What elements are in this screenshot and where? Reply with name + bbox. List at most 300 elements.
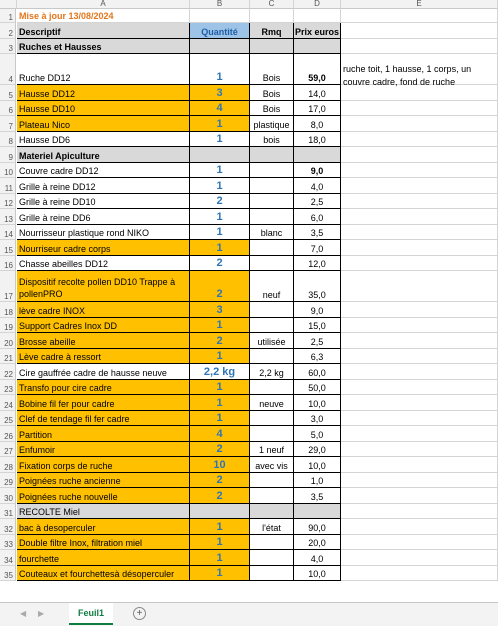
- cell-a[interactable]: [17, 442, 190, 458]
- row-number[interactable]: 31: [0, 504, 16, 520]
- table-row: [0, 442, 498, 458]
- cell-d-text: 3,5: [310, 228, 324, 238]
- row-number[interactable]: 5: [0, 85, 16, 101]
- cell-b[interactable]: [190, 488, 250, 504]
- row-number[interactable]: 3: [0, 39, 16, 55]
- cell-b-text: 1: [216, 210, 223, 223]
- cell-e[interactable]: [341, 9, 498, 23]
- row-number[interactable]: 24: [0, 395, 16, 411]
- cell-e[interactable]: [341, 473, 498, 489]
- sheet-tab-feuil1[interactable]: Feuil1: [69, 603, 113, 625]
- cell-e[interactable]: [341, 225, 498, 241]
- row-number[interactable]: 26: [0, 426, 16, 442]
- cell-c-text: 1 neuf: [258, 445, 285, 455]
- row-number[interactable]: 23: [0, 380, 16, 396]
- cell-d[interactable]: [294, 535, 341, 551]
- column-headers: [0, 0, 498, 9]
- cell-a[interactable]: [17, 209, 190, 225]
- cell-b[interactable]: [190, 147, 250, 163]
- table-row: [0, 349, 498, 365]
- cell-c[interactable]: [250, 178, 294, 194]
- table-row: [0, 39, 498, 55]
- table-row: [0, 504, 498, 520]
- row-number[interactable]: 8: [0, 132, 16, 148]
- cell-c-text: plastique: [253, 119, 290, 130]
- cell-a-text: Partition: [19, 429, 53, 440]
- cell-d[interactable]: [294, 519, 341, 535]
- cell-b[interactable]: [190, 566, 250, 582]
- cell-b-text: 1: [216, 179, 223, 192]
- cell-e[interactable]: [341, 132, 498, 148]
- cell-b[interactable]: [190, 209, 250, 225]
- cell-a[interactable]: [17, 240, 190, 256]
- cell-a[interactable]: [17, 225, 190, 241]
- cell-e[interactable]: [341, 271, 498, 302]
- row-number[interactable]: 28: [0, 457, 16, 473]
- row-number[interactable]: 11: [0, 178, 16, 194]
- cell-d-text: 60,0: [308, 367, 326, 378]
- cell-a[interactable]: [17, 132, 190, 148]
- cell-a-text: lève cadre INOX: [19, 305, 86, 316]
- cell-a[interactable]: [17, 39, 190, 55]
- cell-a-text: Couvre cadre DD12: [19, 166, 99, 176]
- cell-c[interactable]: [250, 504, 294, 520]
- table-row: [0, 395, 498, 411]
- cell-d-text: 10,0: [308, 398, 326, 409]
- cell-d-text: 9,0: [310, 305, 324, 316]
- cell-d[interactable]: [294, 302, 341, 318]
- cell-c-text: avec vis: [255, 460, 288, 471]
- cell-c-text: Bois: [262, 88, 281, 99]
- cell-d-text: 20,0: [308, 538, 326, 548]
- table-row: [0, 535, 498, 551]
- cell-a[interactable]: [17, 566, 190, 582]
- cell-e[interactable]: [341, 442, 498, 458]
- cell-c[interactable]: [250, 364, 294, 380]
- cell-d[interactable]: [294, 271, 341, 302]
- row-number[interactable]: 20: [0, 333, 16, 349]
- cell-d[interactable]: [294, 54, 341, 85]
- cell-a-text: Bobine fil fer pour cadre: [19, 398, 115, 409]
- cell-a-text: Enfumoir: [19, 445, 56, 455]
- cell-d[interactable]: [294, 240, 341, 256]
- column-header-a[interactable]: A: [17, 0, 190, 9]
- cell-a[interactable]: [17, 349, 190, 365]
- cell-d[interactable]: [294, 194, 341, 210]
- cell-d[interactable]: [294, 39, 341, 55]
- cell-a[interactable]: [17, 147, 190, 163]
- cell-b[interactable]: [190, 85, 250, 101]
- row-number[interactable]: 12: [0, 194, 16, 210]
- cell-c[interactable]: [250, 473, 294, 489]
- cell-b-text: 1: [216, 133, 223, 145]
- cell-c[interactable]: [250, 411, 294, 427]
- cell-d[interactable]: [294, 132, 341, 148]
- cell-e[interactable]: [341, 101, 498, 117]
- cell-b[interactable]: [190, 9, 250, 23]
- row-number[interactable]: 35: [0, 566, 16, 582]
- cell-c-text: Rmq: [261, 26, 282, 37]
- cell-c[interactable]: [250, 426, 294, 442]
- cell-e[interactable]: [341, 457, 498, 473]
- row-number[interactable]: 19: [0, 318, 16, 334]
- cell-a[interactable]: [17, 178, 190, 194]
- cell-c[interactable]: [250, 302, 294, 318]
- cell-c[interactable]: [250, 318, 294, 334]
- cell-d-text: 14,0: [308, 88, 326, 99]
- cell-b-text: 4: [216, 102, 223, 114]
- cell-b[interactable]: [190, 240, 250, 256]
- add-sheet-icon[interactable]: +: [133, 607, 146, 620]
- cell-c-text: bois: [263, 135, 280, 145]
- cell-c[interactable]: [250, 132, 294, 148]
- cell-d[interactable]: [294, 426, 341, 442]
- cell-b-text: 4: [216, 427, 223, 440]
- cell-b[interactable]: [190, 163, 250, 179]
- cell-e[interactable]: [341, 535, 498, 551]
- cell-b[interactable]: [190, 318, 250, 334]
- cell-e[interactable]: [341, 178, 498, 194]
- cell-d[interactable]: [294, 9, 341, 23]
- cell-c[interactable]: [250, 442, 294, 458]
- cell-d-text: 1,0: [310, 476, 324, 486]
- cell-a[interactable]: [17, 116, 190, 132]
- cell-b[interactable]: [190, 426, 250, 442]
- table-row: [0, 9, 498, 23]
- cell-c[interactable]: [250, 225, 294, 241]
- cell-e[interactable]: [341, 519, 498, 535]
- cell-e[interactable]: [341, 333, 498, 349]
- table-row: [0, 271, 498, 302]
- cell-d-text: 15,0: [308, 321, 326, 331]
- cell-a[interactable]: [17, 194, 190, 210]
- cell-c-text: Bois: [262, 104, 281, 114]
- cell-a[interactable]: [17, 504, 190, 520]
- cell-b[interactable]: [190, 473, 250, 489]
- cell-c[interactable]: [250, 23, 294, 39]
- cell-c-text: neuf: [262, 290, 281, 300]
- select-all-corner[interactable]: [0, 0, 17, 9]
- cell-b-text: 1: [216, 117, 223, 130]
- cell-d-text: 4,0: [310, 553, 324, 564]
- row-number[interactable]: 18: [0, 302, 16, 318]
- cell-d[interactable]: [294, 504, 341, 520]
- cell-c[interactable]: [250, 550, 294, 566]
- cell-b[interactable]: [190, 271, 250, 302]
- cell-b-text: 1: [216, 381, 223, 393]
- cell-e[interactable]: [341, 349, 498, 365]
- cell-d[interactable]: [294, 147, 341, 163]
- row-number[interactable]: 10: [0, 163, 16, 179]
- cell-d[interactable]: [294, 116, 341, 132]
- cell-d[interactable]: [294, 256, 341, 272]
- cell-e[interactable]: [341, 426, 498, 442]
- cell-d-text: 10,0: [308, 569, 326, 579]
- cell-b[interactable]: [190, 519, 250, 535]
- cell-a[interactable]: [17, 457, 190, 473]
- cell-d-text: 29,0: [308, 445, 326, 455]
- cell-b[interactable]: [190, 116, 250, 132]
- cell-c[interactable]: [250, 209, 294, 225]
- cell-b[interactable]: [190, 256, 250, 272]
- cell-b[interactable]: [190, 535, 250, 551]
- prev-sheet-icon[interactable]: ◀: [20, 609, 27, 618]
- cell-d[interactable]: [294, 318, 341, 334]
- cell-e[interactable]: [341, 147, 498, 163]
- cell-d[interactable]: [294, 85, 341, 101]
- cell-d[interactable]: [294, 364, 341, 380]
- row-number[interactable]: 15: [0, 240, 16, 256]
- cell-c[interactable]: [250, 395, 294, 411]
- cell-a[interactable]: [17, 395, 190, 411]
- cell-d[interactable]: [294, 101, 341, 117]
- cell-c[interactable]: [250, 147, 294, 163]
- cell-e[interactable]: [341, 209, 498, 225]
- cell-d[interactable]: [294, 178, 341, 194]
- cell-b-text: 1: [216, 319, 223, 331]
- cell-d-text: 9,0: [310, 166, 324, 176]
- cell-a[interactable]: [17, 411, 190, 427]
- cell-d[interactable]: [294, 333, 341, 349]
- cell-d[interactable]: [294, 411, 341, 427]
- cell-a[interactable]: [17, 473, 190, 489]
- cell-a-text: Nourrisseur plastique rond NIKO: [19, 228, 150, 238]
- cell-e[interactable]: [341, 488, 498, 504]
- cell-a[interactable]: [17, 535, 190, 551]
- row-number[interactable]: 6: [0, 101, 16, 117]
- cell-a[interactable]: [17, 488, 190, 504]
- cell-d[interactable]: [294, 209, 341, 225]
- cell-d[interactable]: [294, 163, 341, 179]
- column-header-d[interactable]: D: [294, 0, 341, 9]
- cell-e[interactable]: [341, 395, 498, 411]
- cell-b[interactable]: [190, 225, 250, 241]
- row-number[interactable]: 32: [0, 519, 16, 535]
- cell-d[interactable]: [294, 442, 341, 458]
- cell-d-text: 7,0: [310, 243, 324, 254]
- cell-b[interactable]: [190, 194, 250, 210]
- cell-e[interactable]: [341, 302, 498, 318]
- row-number[interactable]: 34: [0, 550, 16, 566]
- row-number[interactable]: 14: [0, 225, 16, 241]
- cell-b[interactable]: [190, 550, 250, 566]
- cell-e[interactable]: [341, 504, 498, 520]
- cell-a-text: Chasse abeilles DD12: [19, 259, 109, 269]
- cell-b-text: 2: [216, 257, 223, 269]
- cell-a[interactable]: [17, 519, 190, 535]
- cell-a[interactable]: [17, 426, 190, 442]
- cell-d-text: Prix euros: [294, 26, 340, 37]
- cell-c[interactable]: [250, 380, 294, 396]
- cell-d[interactable]: [294, 488, 341, 504]
- cell-b[interactable]: [190, 333, 250, 349]
- row-number[interactable]: 22: [0, 364, 16, 380]
- cell-c[interactable]: [250, 535, 294, 551]
- cell-a-text: Plateau Nico: [19, 119, 71, 130]
- cell-a[interactable]: [17, 256, 190, 272]
- column-header-c[interactable]: C: [250, 0, 294, 9]
- cell-d[interactable]: [294, 349, 341, 365]
- cell-d[interactable]: [294, 225, 341, 241]
- cell-b-text: 1: [216, 396, 223, 409]
- cell-e[interactable]: [341, 194, 498, 210]
- row-number[interactable]: 1: [0, 9, 16, 23]
- cell-c[interactable]: [250, 566, 294, 582]
- cell-a[interactable]: [17, 85, 190, 101]
- cell-a[interactable]: [17, 163, 190, 179]
- table-row: [0, 163, 498, 179]
- cell-b-text: 1: [216, 520, 223, 533]
- cell-c[interactable]: [250, 256, 294, 272]
- cell-a[interactable]: [17, 302, 190, 318]
- next-sheet-icon[interactable]: ▶: [38, 609, 45, 618]
- cell-a[interactable]: [17, 318, 190, 334]
- cell-d-text: 18,0: [308, 135, 326, 145]
- cell-e[interactable]: [341, 318, 498, 334]
- cell-d-text: 6,3: [310, 352, 324, 362]
- cell-c[interactable]: [250, 333, 294, 349]
- row-number[interactable]: 25: [0, 411, 16, 427]
- cell-b[interactable]: [190, 395, 250, 411]
- cell-c[interactable]: [250, 9, 294, 23]
- cell-b[interactable]: [190, 364, 250, 380]
- cell-a[interactable]: [17, 54, 190, 85]
- cell-b[interactable]: [190, 23, 250, 39]
- cell-b[interactable]: [190, 39, 250, 55]
- cell-a[interactable]: [17, 271, 190, 302]
- cell-e4-note[interactable]: ruche toit, 1 hausse, 1 corps, un couvre cadre, fond de ruche: [343, 64, 472, 87]
- row-number[interactable]: 2: [0, 23, 16, 39]
- cell-d[interactable]: [294, 457, 341, 473]
- cell-d[interactable]: [294, 550, 341, 566]
- row-number[interactable]: 29: [0, 473, 16, 489]
- cell-b[interactable]: [190, 457, 250, 473]
- cell-c[interactable]: [250, 488, 294, 504]
- table-row: [0, 411, 498, 427]
- cell-a[interactable]: [17, 550, 190, 566]
- row-number[interactable]: 17: [0, 271, 16, 302]
- cell-a[interactable]: [17, 9, 190, 23]
- table-row: [0, 519, 498, 535]
- cell-b-text: 1: [216, 567, 223, 579]
- cell-c[interactable]: [250, 85, 294, 101]
- cell-b-text: 2,2 kg: [203, 365, 236, 378]
- cell-e[interactable]: [341, 256, 498, 272]
- cell-a[interactable]: [17, 380, 190, 396]
- cell-c[interactable]: [250, 240, 294, 256]
- cell-d[interactable]: [294, 473, 341, 489]
- cell-a-text: Double filtre Inox, filtration miel: [19, 538, 143, 548]
- cell-e[interactable]: [341, 364, 498, 380]
- cell-d[interactable]: [294, 380, 341, 396]
- cell-e[interactable]: [341, 163, 498, 179]
- cell-d[interactable]: [294, 23, 341, 39]
- cell-a-text: Hausse DD10: [19, 104, 76, 114]
- cell-d[interactable]: [294, 566, 341, 582]
- cell-c[interactable]: [250, 163, 294, 179]
- cell-a-text: Hausse DD6: [19, 135, 71, 145]
- cell-d-text: 59,0: [308, 73, 326, 83]
- cell-c[interactable]: [250, 457, 294, 473]
- row-number[interactable]: 9: [0, 147, 16, 163]
- column-header-e[interactable]: E: [341, 0, 498, 9]
- row-number[interactable]: 21: [0, 349, 16, 365]
- cell-a[interactable]: [17, 23, 190, 39]
- cell-b[interactable]: [190, 132, 250, 148]
- row-number[interactable]: 13: [0, 209, 16, 225]
- cell-b[interactable]: [190, 54, 250, 85]
- cell-c-text: blanc: [260, 228, 283, 238]
- cell-d[interactable]: [294, 395, 341, 411]
- cell-b[interactable]: [190, 380, 250, 396]
- cell-b-text: 2: [216, 489, 223, 502]
- cell-c[interactable]: [250, 519, 294, 535]
- cell-b-text: 1: [216, 71, 223, 83]
- cell-e[interactable]: [341, 566, 498, 582]
- cell-a-text: Materiel Apiculture: [19, 150, 100, 161]
- cell-c[interactable]: [250, 349, 294, 365]
- cell-e[interactable]: [341, 39, 498, 55]
- cell-b[interactable]: [190, 101, 250, 117]
- cell-b-text: 1: [216, 536, 223, 548]
- row-number[interactable]: 16: [0, 256, 16, 272]
- table-row: [0, 566, 498, 582]
- cell-c[interactable]: [250, 194, 294, 210]
- row-number[interactable]: 7: [0, 116, 16, 132]
- cell-d-text: 2,5: [310, 336, 324, 347]
- cell-e[interactable]: [341, 550, 498, 566]
- cell-b-text: 2: [216, 474, 223, 486]
- column-header-b[interactable]: B: [190, 0, 250, 9]
- cell-b-text: 1: [216, 164, 223, 176]
- cell-a-text: Grille à reine DD12: [19, 181, 96, 192]
- cell-b[interactable]: [190, 302, 250, 318]
- table-row: [0, 116, 498, 132]
- cell-a[interactable]: [17, 364, 190, 380]
- cell-c[interactable]: [250, 54, 294, 85]
- cell-e[interactable]: [341, 116, 498, 132]
- cell-d-text: 6,0: [310, 212, 324, 223]
- cell-d-text: 90,0: [308, 522, 326, 533]
- cell-b[interactable]: [190, 504, 250, 520]
- cell-b[interactable]: [190, 178, 250, 194]
- cell-a[interactable]: [17, 333, 190, 349]
- cell-e[interactable]: [341, 411, 498, 427]
- cell-a-text: Cire gauffrée cadre de hausse neuve: [19, 367, 167, 378]
- cell-b-text: 2: [216, 334, 223, 347]
- cell-c-text: utilisée: [257, 336, 286, 347]
- cell-e[interactable]: [341, 380, 498, 396]
- cell-c[interactable]: [250, 116, 294, 132]
- cell-c[interactable]: [250, 39, 294, 55]
- row-number[interactable]: 27: [0, 442, 16, 458]
- cell-b[interactable]: [190, 442, 250, 458]
- cell-c[interactable]: [250, 101, 294, 117]
- cell-d-text: 50,0: [308, 383, 326, 393]
- row-number[interactable]: 30: [0, 488, 16, 504]
- cell-b[interactable]: [190, 411, 250, 427]
- table-row: [0, 194, 498, 210]
- cell-e[interactable]: [341, 240, 498, 256]
- cell-b[interactable]: [190, 349, 250, 365]
- row-number[interactable]: 33: [0, 535, 16, 551]
- cell-b-text: 1: [216, 350, 223, 362]
- cell-c[interactable]: [250, 271, 294, 302]
- cell-a[interactable]: [17, 101, 190, 117]
- cell-e[interactable]: [341, 23, 498, 39]
- row-number[interactable]: 4: [0, 54, 16, 85]
- table-row: [0, 101, 498, 117]
